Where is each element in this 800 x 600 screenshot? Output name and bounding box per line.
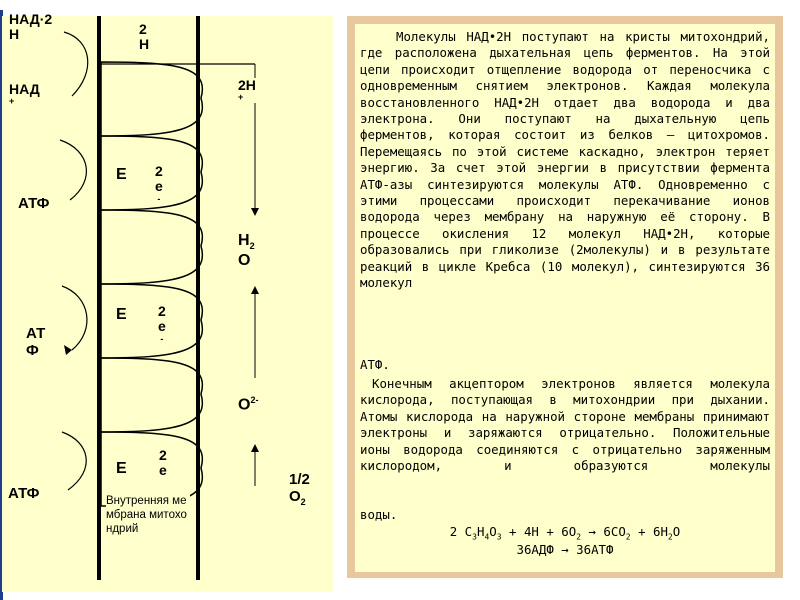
- top-2h-label: 2 Н: [139, 21, 150, 53]
- paragraph-1: Молекулы НАД•2Н поступают на кристы митохондрий, где расположена дыхательная цепь ферментов. На этой цепи происходит отщепление водорода от переносчика с одновременным снятием электронов. Каждая молекула восстановленного НАД•2Н отдает два водорода и два электрона. Они поступают на дыхательную цепь ферментов, которая состоит из белков – цитохромов. Перемещаясь по этой системе каскадно, электрон теряет энергию. За счет этой энергии в присутствии фермента АТФ-азы синтезируются молекулы АТФ. Одновременно с этими процессами происходит перекачивание ионов водорода через мембрану на наружную её сторону. В процессе окисления 12 молекул НАД•2Н, которые образовались при гликолизе (2молекулы) и в результате реакций в цикле Кребса (10 молекул), синтезируются 36 молекул: [360, 29, 770, 291]
- h2-plus-label: 2Н +: [238, 77, 256, 103]
- enzyme-e-1: Е: [116, 166, 127, 183]
- glycolysis-equation: 2 $С_3Н_4О_3 + 4Н + 6О_2 \to 6СО_2 + 6Н_2О$: [449, 524, 681, 542]
- paragraph-1-end: АТФ.: [360, 357, 390, 372]
- electrons-label-1: 2 е -: [155, 163, 163, 204]
- atf-label-2: АТ Ф: [26, 325, 46, 359]
- atp-equation: 36АДФ → 36АТФ: [516, 542, 614, 557]
- paragraph-2: Конечным акцептором электронов является молекула кислорода, поступающая в митохондрии при дыхании. Атомы кислорода на наружной стороне мембраны принимают электроны и заряжаются отрицательно. Положительные ионы водорода соединяются с отрицательно заряженным кислородом, и образуются молекулы: [360, 376, 770, 474]
- electrons-label-3: 2 е: [159, 447, 167, 479]
- atf-label-1: АТФ: [18, 195, 50, 212]
- atf-label-3: АТФ: [8, 485, 40, 502]
- water-label: $Н_2$ О: [238, 232, 255, 270]
- protein-complexes: [101, 62, 202, 506]
- nad-2h-label: НАД·2 Н: [9, 11, 53, 43]
- enzyme-e-3: Е: [116, 460, 127, 477]
- oxide-ion-label: $О^{2-}$: [238, 395, 259, 414]
- atp-arrowheads: [64, 345, 72, 355]
- atp-arcs: [60, 32, 88, 490]
- nad-plus-label: НАД +: [9, 81, 40, 107]
- half-oxygen-label: 1/2 $О_2$: [289, 471, 310, 507]
- paragraph-2-end: воды.: [360, 507, 398, 522]
- membrane-caption: Внутренняя мембрана митохондрий: [106, 494, 190, 536]
- electrons-label-2: 2 е -: [158, 303, 166, 344]
- enzyme-e-2: Е: [116, 306, 127, 323]
